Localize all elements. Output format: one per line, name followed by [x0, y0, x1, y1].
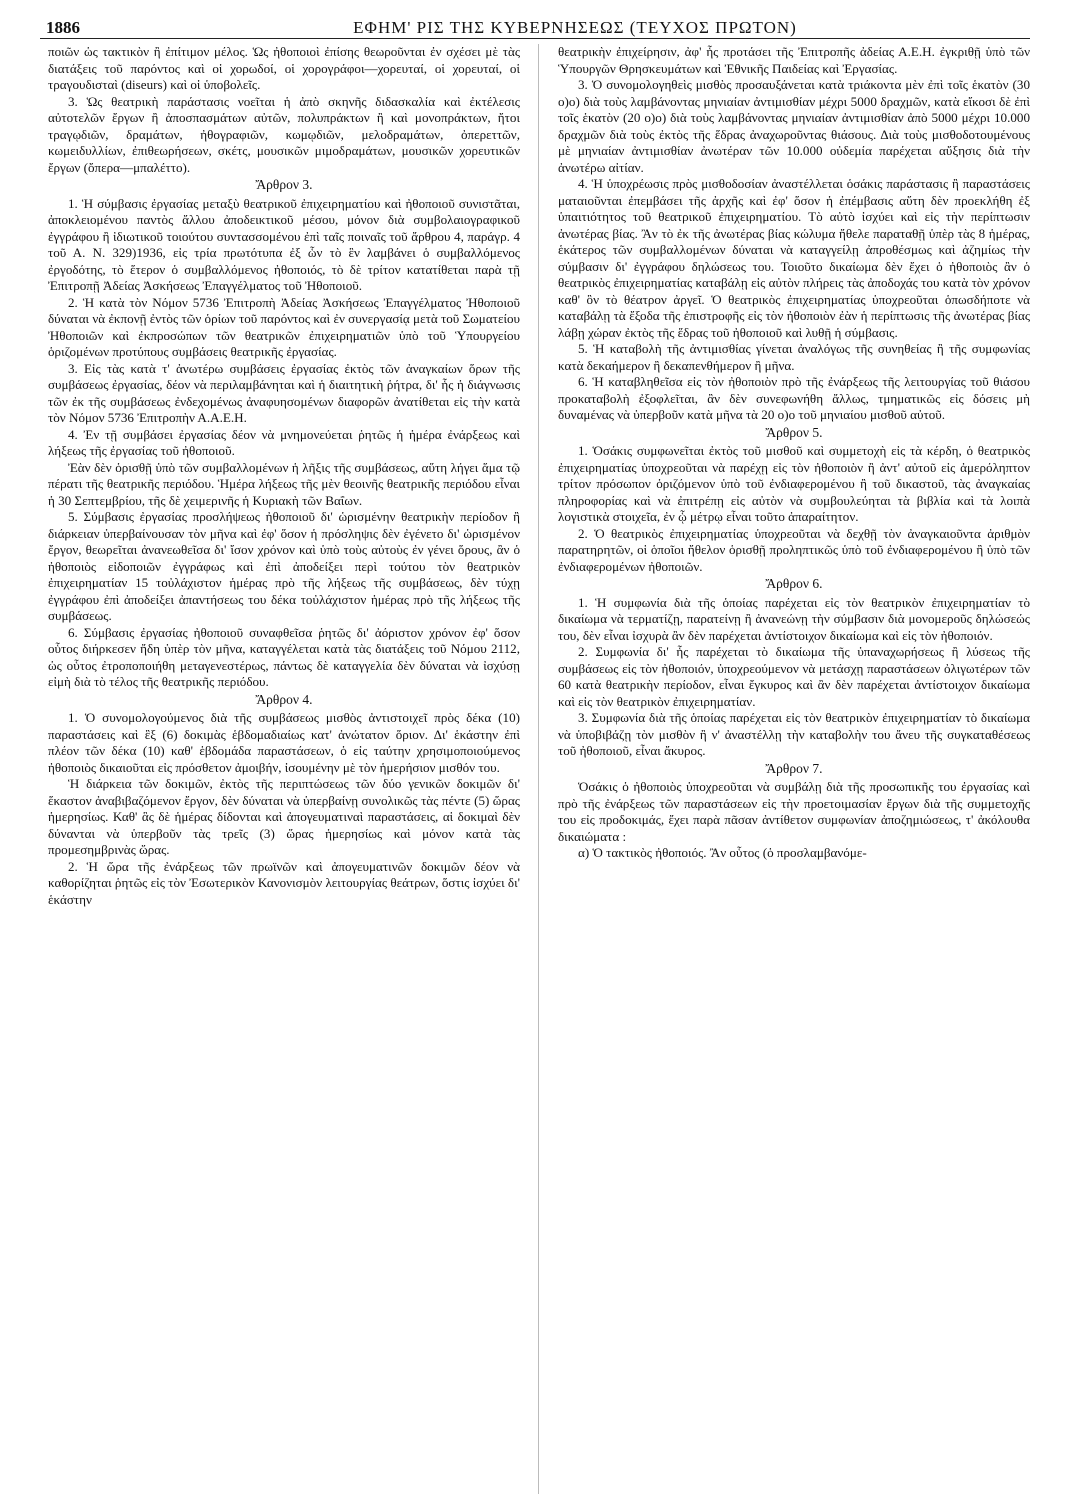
column-divider: [538, 44, 539, 1494]
paragraph: 2. Συμφωνία δι' ἧς παρέχεται τὸ δικαίωμα τῆς ὑπαναχωρήσεως ἢ λύσεως τῆς συμβάσεως εἰς τὸν ἠθοποιόν, ὑποχρεούμενον νὰ μετάσχῃ παραστάσεων ὀλιγωτέρων τῶν 60 κατὰ θεατρικὴν περίοδον, εἶναι ἔγκυρος καὶ ἂν δὲν παρέχεται ἀντίστοιχον δικαίωμα καὶ εἰς τὸν θεατρικὸν ἐπιχειρηματίαν.: [558, 644, 1030, 709]
left-column: [48, 44, 520, 908]
paragraph: 2. Ἡ κατὰ τὸν Νόμον 5736 Ἐπιτροπὴ Ἀδείας Ἀσκήσεως Ἐπαγγέλματος Ἠθοποιοῦ δύναται νὰ ἐκπονῇ ἐντὸς τῶν ὁρίων τοῦ παρόντος καὶ ἐν συνεργασίᾳ μετὰ τοῦ Σωματείου Ἠθοποιῶν καὶ ἐκπροσώπων τῶν θεατρικῶν ἐπιχειρηματιῶν ὑπὸ τοῦ Ὑπουργείου ὁριζομένων προτύπους συμβάσεις θεατρικῆς ἐργασίας.: [48, 294, 520, 359]
paragraph: 6. Ἡ καταβληθεῖσα εἰς τὸν ἠθοποιὸν πρὸ τῆς ἐνάρξεως τῆς λειτουργίας τοῦ θιάσου προκαταβολὴ ἐξοφλεῖται, ἂν δὲν συνεφωνήθη ἄλλως, τμηματικῶς εἰς δόσεις μὴ δυναμένας νὰ ὑπερβοῦν κατὰ μῆνα τὰ 20 ο)ο τοῦ μηνιαίου μισθοῦ αὐτοῦ.: [558, 374, 1030, 422]
paragraph: 2. Ὁ θεατρικὸς ἐπιχειρηματίας ὑποχρεοῦται νὰ δεχθῇ τὸν ἀναγκαιοῦντα ἀριθμὸν παρατηρητῶν, οἱ ὁποῖοι ἤθελον ὁρισθῇ προληπτικῶς ὑπὸ τοῦ ἐνδιαφερομένου ἢ ὑπὸ τῶν ἐνδιαφερομένων ἠθοποιῶν.: [558, 525, 1030, 574]
paragraph: 1. Ἡ συμφωνία διὰ τῆς ὁποίας παρέχεται εἰς τὸν θεατρικὸν ἐπιχειρηματίαν τὸ δικαίωμα νὰ τερματίζῃ, παρατείνῃ ἢ ἀνανεώνῃ τὴν σύμβασιν διὰ μονομεροῦς δηλώσεώς του, δὲν εἶναι ἰσχυρὰ ἂν δὲν παρέχεται ἀντίστοιχον δικαίωμα καὶ εἰς τὸν ἠθοποιόν.: [558, 594, 1030, 643]
running-title: ΕΦΗΜ' ΡΙΣ ΤΗΣ ΚΥΒΕΡΝΗΣΕΩΣ (ΤΕΥΧΟΣ ΠΡΩΤΟΝ): [353, 18, 797, 37]
right-column: [558, 44, 1030, 862]
paragraph: 3. Ὁ συνομολογηθεὶς μισθὸς προσαυξάνεται κατὰ τριάκοντα μὲν ἐπὶ τοῖς ἑκατὸν (30 ο)ο) διὰ τοὺς λαμβάνοντας μηνιαίαν ἀντιμισθίαν μέχρι 5000 δραχμῶν, κατὰ εἴκοσι δὲ ἐπὶ τοῖς ἑκατὸν (20 ο)ο) διὰ τοὺς λαμβάνοντας μηνιαίαν ἀντιμισθίαν ἀπὸ 5000 μέχρι 10.000 δραχμῶν διὰ τοὺς ἐκτὸς τῆς ἕδρας ἀναχωροῦντας θιάσους. Διὰ τοὺς μισθοδοτουμένους μὲ μηνιαίαν ἀντιμισθίαν ἀνωτέραν τῶν 10.000 οὐδεμία παρέχεται αὔξησις διὰ τὴν ἀνωτέρω αἰτίαν.: [558, 77, 1030, 175]
paragraph: θεατρικὴν ἐπιχείρησιν, ἀφ' ἧς προτάσει τῆς Ἐπιτροπῆς ἀδείας Α.Ε.Η. ἐγκριθῇ ὑπὸ τῶν Ὑπουργῶν Θρησκευμάτων καὶ Ἐθνικῆς Παιδείας καὶ Ἐργασίας.: [558, 44, 1030, 76]
article-heading: Ἄρθρον 5.: [765, 424, 823, 440]
paragraph: α) Ὁ τακτικὸς ἠθοποιός. Ἂν οὗτος (ὁ προσλαμβανόμε-: [578, 845, 867, 860]
paragraph: 5. Σύμβασις ἐργασίας προσλήψεως ἠθοποιοῦ δι' ὡρισμένην θεατρικὴν περίοδον ἢ διάρκειαν ὑπερβαίνουσαν τὸν μῆνα καὶ ἐφ' ὅσον ἡ πρόσληψις δὲν ἐγένετο δι' ὡρισμένον ἔργον, θεωρεῖται ἀνανεωθεῖσα δι' ἴσον χρόνον καὶ ὑπὸ τοὺς αὐτοὺς ἐν γένει ὅρους, ἂν ὁ ἠθοποιὸς εἰδοποιῶν ἐγγράφως καὶ ἐπὶ ἀποδείξει περὶ τούτου τὸν θεατρικὸν ἐπιχειρηματίαν 15 τοὐλάχιστον ἡμέρας πρὸ τῆς λήξεως τῆς συμβάσεως, δὲν τύχῃ ἐγγράφου ἐπὶ ἀποδείξει ἀπαντήσεως του δέκα τοὐλάχιστον ἡμέρας πρὸ τῆς λήξεως τῆς συμβάσεως.: [48, 509, 520, 623]
article-heading: Ἄρθρον 6.: [765, 576, 823, 591]
paragraph: Ἐὰν δὲν ὁρισθῇ ὑπὸ τῶν συμβαλλομένων ἡ λῆξις τῆς συμβάσεως, αὕτη λήγει ἅμα τῷ πέρατι τῆς θεατρικῆς περιόδου. Ἡμέρα λήξεως τῆς μὲν θεοινῆς θεατρικῆς περιόδου εἶναι ἡ 30 Σεπτεμβρίου, τῆς δὲ χειμερινῆς ἡ Κυριακὴ τῶν Βαΐων.: [48, 459, 520, 508]
paragraph: 6. Σύμβασις ἐργασίας ἠθοποιοῦ συναφθεῖσα ῥητῶς δι' ἀόριστον χρόνον ἐφ' ὅσον οὗτος διήρκεσεν ἤδη ὑπὲρ τὸν μῆνα, καταγγέλεται κατὰ τὰς διατάξεις τοῦ Νόμου 2112, ὡς οὗτος ἐτροποποιήθη μεταγενεστέρως, πάντως δὲ καταγγελία δὲν δύναται νὰ ἰσχύσῃ εἰμὴ διὰ τὸ τέλος τῆς θεατρικῆς περιόδου.: [48, 624, 520, 689]
paragraph: 2. Ἡ ὥρα τῆς ἐνάρξεως τῶν πρωϊνῶν καὶ ἀπογευματινῶν δοκιμῶν δέον νὰ καθορίζηται ῥητῶς εἰς τὸν Ἐσωτερικὸν Κανονισμὸν λειτουργίας θεάτρων, ὅστις ἰσχύει δι' ἑκάστην: [48, 858, 520, 907]
article-heading: Ἄρθρον 3.: [255, 177, 313, 192]
paragraph: 1. Ὁ συνομολογούμενος διὰ τῆς συμβάσεως μισθὸς ἀντιστοιχεῖ πρὸς δέκα (10) παραστάσεις καὶ ἓξ (6) δοκιμὰς ἑβδομαδιαίως κατ' ἀνώτατον ὅριον. Δι' ἑκάστην ἐπὶ πλέον τῶν δέκα (10) καθ' ἑβδομάδα παραστάσεων, ὁ εἰς ταύτην χρησιμοποιούμενος ἠθοποιὸς δικαιοῦται εἰς πρόσθετον ἀμοιβήν, ἰσουμένην μὲ τὸν ἡμερήσιον μισθόν του.: [48, 710, 520, 775]
paragraph: 3. Ὡς θεατρικὴ παράστασις νοεῖται ἡ ἀπὸ σκηνῆς διδασκαλία καὶ ἐκτέλεσις αὐτοτελῶν ἔργων ἢ ἀποσπασμάτων αὐτῶν, πολυπράκτων ἢ καὶ μονοπράκτων, ἤτοι τραγῳδιῶν, δραμάτων, ἠθογραφιῶν, κωμῳδιῶν, μελοδραμάτων, ὀπερεττῶν, κωμειδυλλίων, ἐπιθεωρήσεων, σκέτς, μουσικῶν μιμοδραμάτων, μουσικῶν χορευτικῶν ἔργων (ὄπερα—μπαλέττο).: [48, 93, 520, 175]
paragraph: 3. Εἰς τὰς κατὰ τ' ἀνωτέρω συμβάσεις ἐργασίας ἐκτὸς τῶν ἀναγκαίων ὅρων τῆς συμβάσεως ἐργασίας, δέον νὰ περιλαμβάνηται καὶ ἡ διαιτητικὴ ῥήτρα, δι' ἧς ἡ διάγνωσις τῶν ἐκ τῆς συμβάσεως ἐνδεχομένως ἀναφυησομένων διαφορῶν ἀνατίθεται εἰς τὴν κατὰ τὸν Νόμον 5736 Ἐπιτροπὴν Α.Α.Ε.Η.: [48, 360, 520, 425]
page-number: 1886: [46, 18, 80, 37]
paragraph: 4. Ἡ ὑποχρέωσις πρὸς μισθοδοσίαν ἀναστέλλεται ὁσάκις παράστασις ἢ παραστάσεις ματαιοῦνται ἐπεμβάσει τῆς ἀρχῆς καὶ ἐφ' ὅσον ἡ ἐπέμβασις αὕτη δὲν προεκλήθη ἐξ ὑπαιτιότητος τοῦ θεατρικοῦ ἐπιχειρηματίου. Τὸ αὐτὸ ἰσχύει καὶ εἰς τὴν περίπτωσιν ἀνωτέρας βίας. Ἂν τὸ ἐκ τῆς ἀνωτέρας βίας κώλυμα ἤθελε παραταθῇ ὑπὲρ τὰς 8 ἡμέρας, ἑκάτερος τῶν συμβαλλομένων δύναται νὰ καταγγείλῃ ἀπροθέσμως καὶ ἀζημίως τὴν σύμβασιν δι' ἐγγράφου δηλώσεως του. Τοιοῦτο δικαίωμα δὲν ἔχει ὁ ἠθοποιὸς ἂν ὁ θεατρικὸς ἐπιχειρηματίας καταβάλῃ εἰς αὐτὸν πλήρεις τὰς ἀποδοχάς του κατὰ τὸν χρόνον καθ' ὃν τὸ θέατρον ἀργεῖ. Ὁ θεατρικὸς ἐπιχειρηματίας ὑποχρεοῦται ὁπωσδήποτε νὰ καταβάλῃ τὰ ἔξοδα τῆς ἐπιστροφῆς εἰς τὸν ἠθοποιὸν ἐὰν ἡ περίπτωσις τῆς ἀνωτέρας βίας λάβῃ χώραν ἐκτὸς τῆς ἕδρας τοῦ ἠθοποιοῦ καὶ λυθῇ ἡ σύμβασις.: [558, 176, 1030, 340]
paragraph: 4. Ἐν τῇ συμβάσει ἐργασίας δέον νὰ μνημονεύεται ῥητῶς ἡ ἡμέρα ἐνάρξεως καὶ λήξεως τῆς ἐργασίας τοῦ ἠθοποιοῦ.: [48, 426, 520, 458]
paragraph: Ὁσάκις ὁ ἠθοποιὸς ὑποχρεοῦται νὰ συμβάλῃ διὰ τῆς προσωπικῆς του ἐργασίας καὶ πρὸ τῆς ἐνάρξεως τῶν παραστάσεων εἰς τὴν προετοιμασίαν ἔργων διὰ τῆς συμμετοχῆς του εἰς προδοκιμάς, ἔχει παρὰ πᾶσαν ἀντίθετον συμφωνίαν ἀποζημιώσεως, τ' ἀκόλουθα δικαιώματα :: [558, 779, 1030, 844]
paragraph: 3. Συμφωνία διὰ τῆς ὁποίας παρέχεται εἰς τὸν θεατρικὸν ἐπιχειρηματίαν τὸ δικαίωμα νὰ ὑποβιβάζῃ τὸν μισθὸν ἢ ν' ἀναστέλλῃ τὴν καταβολὴν του ἄνευ τῆς συγκαταθέσεως τοῦ ἠθοποιοῦ, εἶναι ἄκυρος.: [558, 710, 1030, 758]
article-heading: Ἄρθρον 7.: [765, 760, 823, 776]
page-header: [40, 8, 1030, 39]
paragraph: Ἡ διάρκεια τῶν δοκιμῶν, ἐκτὸς τῆς περιπτώσεως τῶν δύο γενικῶν δοκιμῶν δι' ἕκαστον ἀναβιβαζόμενον ἔργον, δὲν δύναται νὰ ὑπερβαίνῃ συνολικῶς τὰς πέντε (5) ὥρας ἡμερησίως. Καθ' ἃς δὲ ἡμέρας δίδονται καὶ ἀπογευματιναὶ παραστάσεις, αἱ δοκιμαὶ δὲν δύνανται νὰ ὑπερβοῦν τὰς τρεῖς (3) ὥρας ἡμερησίως καὶ μόνον κατὰ τὰς προμεσημβρινὰς ὥρας.: [48, 776, 520, 857]
paragraph: ποιῶν ὡς τακτικὸν ἢ ἐπίτιμον μέλος. Ὡς ἠθοποιοὶ ἐπίσης θεωροῦνται ἐν σχέσει μὲ τὰς διατάξεις τοῦ παρόντος καὶ οἱ χορωδοί, οἱ χορογράφοι—χορευταί, οἱ χορευταί, οἱ τραγουδισταὶ (diseurs) καὶ οἱ ὑποβολεῖς.: [48, 44, 520, 92]
paragraph: 1. Ὁσάκις συμφωνεῖται ἐκτὸς τοῦ μισθοῦ καὶ συμμετοχὴ εἰς τὰ κέρδη, ὁ θεατρικὸς ἐπιχειρηματίας ὑποχρεοῦται νὰ παρέχῃ εἰς τὸν ἠθοποιὸν ἢ ἀντ' αὐτοῦ εἰς ἀμερόληπτον τρίτον πρόσωπον ὁριζόμενον ὑπὸ τοῦ ἐνδιαφερομένου ἢ τοῦ δικαστοῦ, τὰς ἀναγκαίας πληροφορίας καὶ νὰ ἐπιτρέπῃ εἰς αὐτὸν νὰ συμβουλεύηται τὰ βιβλία καὶ τὰ λοιπὰ λογιστικὰ στοιχεῖα, ἐν ᾧ μέτρῳ εἶναι τοῦτο ἀπαραίτητον.: [558, 443, 1030, 524]
article-heading: Ἄρθρον 4.: [255, 691, 313, 707]
paragraph: 5. Ἡ καταβολὴ τῆς ἀντιμισθίας γίνεται ἀναλόγως τῆς συνηθείας ἢ τῆς συμφωνίας κατὰ δεκαήμερον ἢ δεκαπενθήμερον ἢ μῆνα.: [558, 341, 1030, 373]
paragraph: 1. Ἡ σύμβασις ἐργασίας μεταξὺ θεατρικοῦ ἐπιχειρηματίου καὶ ἠθοποιοῦ συνιστᾶται, ἀποκλειομένου παντὸς ἄλλου ἀποδεικτικοῦ μέσου, μόνον διὰ συμβολαιογραφικοῦ ἐγγράφου ἢ ἰδιωτικοῦ τοιούτου συντασσομένου ἐπὶ ταῖς ποιναῖς τοῦ ἄρθρου 4, παράγρ. 4 τοῦ Α. Ν. 329)1936, εἰς τρία πρωτότυπα ἐξ ὧν τὸ ἓν λαμβάνει ὁ συμβαλλόμενος ἐργοδότης, τὸ ἕτερον ὁ συμβαλλόμενος ἠθοποιός, τὸ δὲ τρίτον κατατίθεται παρὰ τῇ Ἐπιτροπῇ Ἀδείας Ἀσκήσεως Ἐπαγγέλματος τοῦ Ἠθοποιοῦ.: [48, 195, 520, 293]
